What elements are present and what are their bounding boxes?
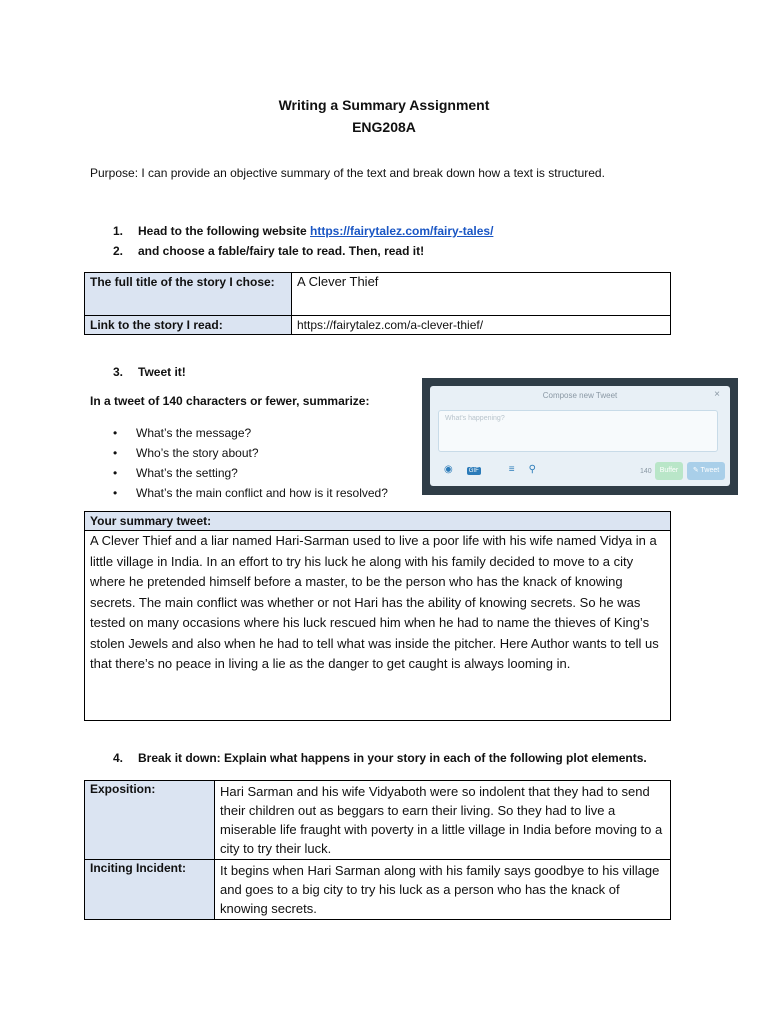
inciting-incident-text: It begins when Hari Sarman along with his family says goodbye to his village and goes to a big city to try his luck as a person who has the knack of knowing secrets.	[215, 860, 671, 920]
inciting-incident-label: Inciting Incident:	[85, 860, 215, 920]
gif-icon: GIF	[468, 468, 479, 474]
tweet-textarea	[438, 410, 718, 452]
fairytales-link[interactable]: https://fairytalez.com/fairy-tales/	[310, 224, 494, 238]
tweet-button: ✎ Tweet	[687, 462, 725, 480]
summary-text: A Clever Thief and a liar named Hari-Sarman used to live a poor life with his wife named Vidya in a little village in India. In an effort to try his luck he along with his family decided to move to a city where he pretended himself before a master, to be the person who has the knack of knowing secrets. The main conflict was whether or not Hari has the ability of knowing secrets. So he was tested on many occasions where his luck rescued him when he had to name the thieves of King’s stolen Jewels and also when he had to tell what was inside the pitcher. Here Author wants to tell us that there’s no peace in living a lie as the danger to get caught is always looming in.	[85, 531, 671, 721]
char-count: 140	[640, 468, 652, 475]
story-info-table	[84, 272, 671, 335]
tweet-compose-dialog	[430, 386, 730, 486]
story-link-value: https://fairytalez.com/a-clever-thief/	[292, 316, 671, 335]
story-title-label: The full title of the story I chose:	[85, 273, 292, 316]
step-number: 3.	[113, 365, 124, 379]
tweet-toolbar	[444, 464, 550, 475]
step-text: Break it down: Explain what happens in your story in each of the following plot elements.	[138, 751, 647, 765]
poll-icon: ≡	[508, 464, 515, 475]
step-2	[113, 244, 613, 260]
step-1	[113, 224, 613, 240]
purpose-statement: Purpose: I can provide an objective summary of the text and break down how a text is structured.	[90, 166, 605, 180]
summary-label: Your summary tweet:	[85, 512, 671, 531]
bullet-icon: •	[113, 446, 118, 460]
step-text: Tweet it!	[138, 365, 186, 379]
tweet-prompt: In a tweet of 140 characters or fewer, summarize:	[90, 394, 370, 408]
bullet-icon: •	[113, 466, 118, 480]
exposition-label: Exposition:	[85, 781, 215, 860]
step-4	[113, 751, 673, 767]
story-link-label: Link to the story I read:	[85, 316, 292, 335]
course-code: ENG208A	[352, 119, 416, 135]
bullet-icon: •	[113, 426, 118, 440]
close-icon: ×	[714, 389, 720, 400]
camera-icon: ◉	[444, 464, 453, 475]
step-text: Head to the following website	[138, 224, 311, 238]
step-3	[113, 365, 313, 381]
step-number: 4.	[113, 751, 124, 765]
tweet-placeholder: What's happening?	[445, 415, 505, 422]
story-title-value: A Clever Thief	[292, 273, 671, 316]
exposition-text: Hari Sarman and his wife Vidyaboth were so indolent that they had to send their children out as beggars to earn their living. So they had to live a miserable life fraught with poverty in a little village in India before moving to a city to try their luck.	[215, 781, 671, 860]
bullet-icon: •	[113, 486, 118, 500]
step-text: and choose a fable/fairy tale to read. Then, read it!	[138, 244, 425, 258]
location-icon: ⚲	[528, 464, 536, 475]
page-title: Writing a Summary Assignment	[278, 97, 490, 113]
step-number: 2.	[113, 244, 124, 258]
plot-elements-table	[84, 780, 671, 920]
summary-table	[84, 511, 671, 721]
tweet-compose-screenshot	[422, 378, 738, 495]
compose-header: Compose new Tweet	[542, 391, 618, 400]
step-number: 1.	[113, 224, 124, 238]
buffer-button: Buffer	[655, 462, 683, 480]
